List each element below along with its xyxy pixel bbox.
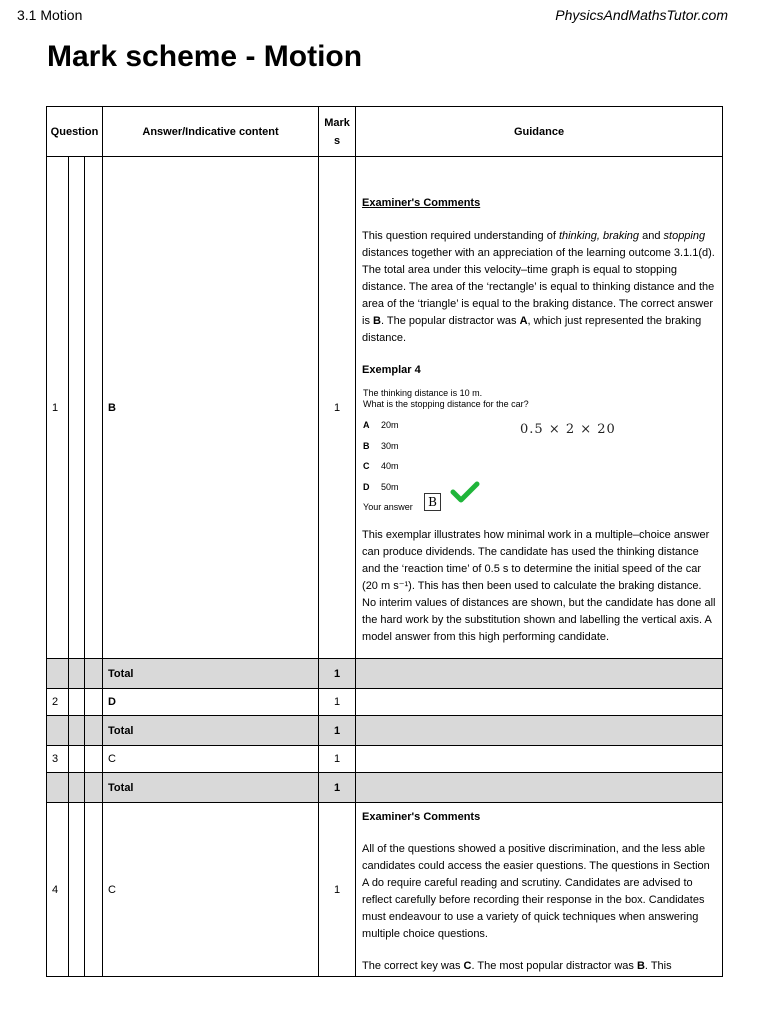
total-row: [47, 659, 723, 689]
total-label: Total: [103, 716, 319, 746]
header-question: Question: [47, 107, 103, 157]
question-number: 4: [47, 803, 69, 977]
mark-scheme-table: [46, 106, 723, 977]
exemplar-option: D 50m: [363, 482, 399, 492]
guidance-cell: [356, 157, 723, 659]
guidance-paragraph: This exemplar illustrates how minimal work in a multiple–choice answer can produce dividends. The candidate has used the thinking distance and the ‘reaction time’ of 0.5 s to determine the initial speed of the car (20 m s⁻¹). This has then been used to calculate the braking distance. No interim values of distances are shown, but the candidate has done all the hard work by the substitution shown and labelling the vertical axis. A model answer from this high performing candidate.: [362, 529, 716, 643]
header-guidance: Guidance: [356, 107, 723, 157]
total-marks: 1: [319, 716, 356, 746]
exemplar-option: C 40m: [363, 461, 399, 471]
total-row: [47, 773, 723, 803]
exemplar-question-line: The thinking distance is 10 m.: [363, 388, 483, 398]
total-marks: 1: [319, 773, 356, 803]
site-name: PhysicsAndMathsTutor.com: [555, 7, 728, 23]
page-title: Mark scheme - Motion: [47, 40, 363, 73]
answer-box: B: [424, 493, 441, 511]
total-label: Total: [103, 659, 319, 689]
guidance-paragraph: All of the questions showed a positive discrimination, and the less able candidates could access the easier questions. The questions in Section A do require careful reading and scrutiny. Candidates are advised to reflect carefully before recording their response in the box. Candidates must endeavour to use a variety of quick techniques when answering multiple choice questions.: [362, 843, 710, 940]
examiners-comments-heading: Examiner's Comments: [362, 197, 481, 209]
table-row: [47, 689, 723, 716]
guidance-paragraph: The correct key was C. The most popular distractor was B. This: [362, 960, 672, 972]
marks-cell: 1: [319, 689, 356, 716]
header-marks: Marks: [319, 107, 356, 157]
answer-cell: D: [103, 689, 319, 716]
section-header: 3.1 Motion: [17, 7, 83, 23]
header-answer: Answer/Indicative content: [103, 107, 319, 157]
exemplar-heading: Exemplar 4: [362, 364, 421, 376]
exemplar-question-line: What is the stopping distance for the car?: [363, 399, 529, 409]
question-number: 2: [47, 689, 69, 716]
handwritten-working: 0.5 × 2 × 20: [520, 422, 616, 437]
total-label: Total: [103, 773, 319, 803]
examiners-comments-heading: Examiner's Comments: [362, 811, 481, 823]
guidance-cell: [356, 803, 723, 977]
question-number: 3: [47, 746, 69, 773]
table-row: [47, 803, 723, 977]
marks-cell: 1: [319, 157, 356, 659]
marks-cell: 1: [319, 746, 356, 773]
exemplar-option: A 20m: [363, 420, 399, 430]
guidance-paragraph: This question required understanding of thinking, braking and stopping distances together with an appreciation of the learning outcome 3.1.1(d). The total area under this velocity–time graph is equal to stopping distance. The area of the ‘rectangle’ is equal to thinking distance and the area of the ‘triangle’ is equal to the braking distance. The correct answer is B. The popular distractor was A, which just represented the braking distance.: [362, 230, 715, 344]
table-row: [47, 746, 723, 773]
total-row: [47, 716, 723, 746]
answer-cell: B: [103, 157, 319, 659]
your-answer-label: Your answer: [363, 502, 413, 512]
exemplar-scan: [362, 383, 716, 512]
check-mark-icon: [450, 481, 480, 503]
table-row: [47, 157, 723, 659]
exemplar-option: B 30m: [363, 441, 399, 451]
total-marks: 1: [319, 659, 356, 689]
question-number: 1: [47, 157, 69, 659]
answer-cell: C: [103, 746, 319, 773]
marks-cell: 1: [319, 803, 356, 977]
table-header-row: [47, 107, 723, 157]
answer-cell: C: [103, 803, 319, 977]
